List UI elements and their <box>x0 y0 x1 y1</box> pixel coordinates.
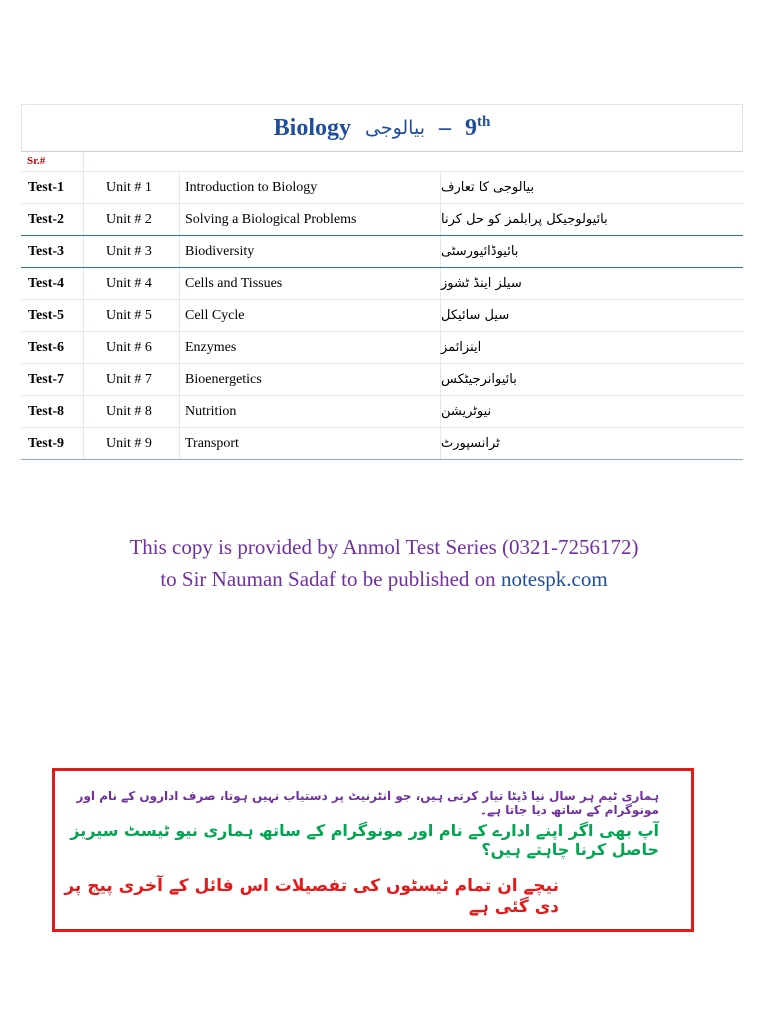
credit-line-2 <box>0 567 768 592</box>
test-cell: Test-5 <box>21 300 84 331</box>
test-cell: Test-2 <box>21 204 84 235</box>
website-link[interactable]: notespk.com <box>500 567 608 591</box>
unit-cell: Unit # 2 <box>84 204 180 235</box>
topic-urdu-cell: سیل سائیکل <box>441 308 510 323</box>
topic-urdu-cell: نیوٹریشن <box>441 404 492 419</box>
table-row <box>21 364 743 396</box>
table-row <box>21 268 743 300</box>
title-english: Biology <box>273 114 351 141</box>
credit-line-1: This copy is provided by Anmol Test Series (0321-7256172) <box>129 535 639 559</box>
title-dash: – <box>439 114 451 141</box>
notice-line-1: ہماری ٹیم ہر سال نیا ڈیٹا تیار کرتی ہیں، جو انٹرنیٹ پر دستیاب نہیں ہوتا، صرف اداروں کے نام اور مونوگرام کے ساتھ دیا جاتا ہے۔ <box>76 789 659 817</box>
unit-cell: Unit # 5 <box>84 300 180 331</box>
topic-urdu-cell: سیلز اینڈ ٹشوز <box>441 276 522 291</box>
credit-line-2-text: to Sir Nauman Sadaf to be published on <box>160 567 501 591</box>
notice-box <box>52 768 694 932</box>
header-blank <box>84 152 743 171</box>
table-row <box>21 172 743 204</box>
test-cell: Test-6 <box>21 332 84 363</box>
topic-english-cell: Solving a Biological Problems <box>180 204 441 235</box>
table-row <box>21 396 743 428</box>
test-cell: Test-8 <box>21 396 84 427</box>
test-cell: Test-4 <box>21 268 84 299</box>
unit-cell: Unit # 4 <box>84 268 180 299</box>
unit-cell: Unit # 3 <box>84 236 180 267</box>
test-cell: Test-9 <box>21 428 84 459</box>
topic-urdu-cell: بائیوانرجیٹکس <box>441 372 517 387</box>
topic-english-cell: Biodiversity <box>180 236 441 267</box>
test-cell: Test-3 <box>21 236 84 267</box>
title-urdu: بیالوجی <box>365 117 425 139</box>
header-row <box>21 152 743 172</box>
topic-urdu-cell: بائیوڈائیورسٹی <box>441 244 519 259</box>
title-grade <box>465 114 490 142</box>
notice-line-2: آپ بھی اگر اپنے ادارے کے نام اور مونوگرام کے ساتھ ہماری نیو ٹیسٹ سیریز حاصل کرنا چاہتے ہیں؟ <box>70 821 659 859</box>
topic-english-cell: Cells and Tissues <box>180 268 441 299</box>
test-cell: Test-7 <box>21 364 84 395</box>
unit-cell: Unit # 6 <box>84 332 180 363</box>
unit-cell: Unit # 1 <box>84 172 180 203</box>
topic-urdu-cell: اینزائمز <box>441 340 482 355</box>
topic-english-cell: Bioenergetics <box>180 364 441 395</box>
topic-english-cell: Transport <box>180 428 441 459</box>
topic-english-cell: Cell Cycle <box>180 300 441 331</box>
table-row <box>21 300 743 332</box>
table-row <box>21 236 743 268</box>
topic-urdu-cell: بائیولوجیکل پرابلمز کو حل کرنا <box>441 212 608 227</box>
sr-header: Sr.# <box>21 152 84 171</box>
topic-english-cell: Nutrition <box>180 396 441 427</box>
notice-line-3: نیچے ان تمام ٹیسٹوں کی تفصیلات اس فائل کے آخری پیج پر دی گئی ہے <box>64 876 559 917</box>
syllabus-table <box>21 104 743 460</box>
grade-number: 9 <box>465 115 477 141</box>
table-row <box>21 332 743 364</box>
grade-suffix: th <box>477 114 491 130</box>
unit-cell: Unit # 8 <box>84 396 180 427</box>
unit-cell: Unit # 7 <box>84 364 180 395</box>
table-row <box>21 204 743 236</box>
topic-english-cell: Enzymes <box>180 332 441 363</box>
unit-cell: Unit # 9 <box>84 428 180 459</box>
table-title <box>21 104 743 152</box>
topic-urdu-cell: بیالوجی کا تعارف <box>441 180 535 195</box>
test-cell: Test-1 <box>21 172 84 203</box>
table-row <box>21 428 743 460</box>
topic-english-cell: Introduction to Biology <box>180 172 441 203</box>
topic-urdu-cell: ٹرانسپورٹ <box>441 436 500 451</box>
